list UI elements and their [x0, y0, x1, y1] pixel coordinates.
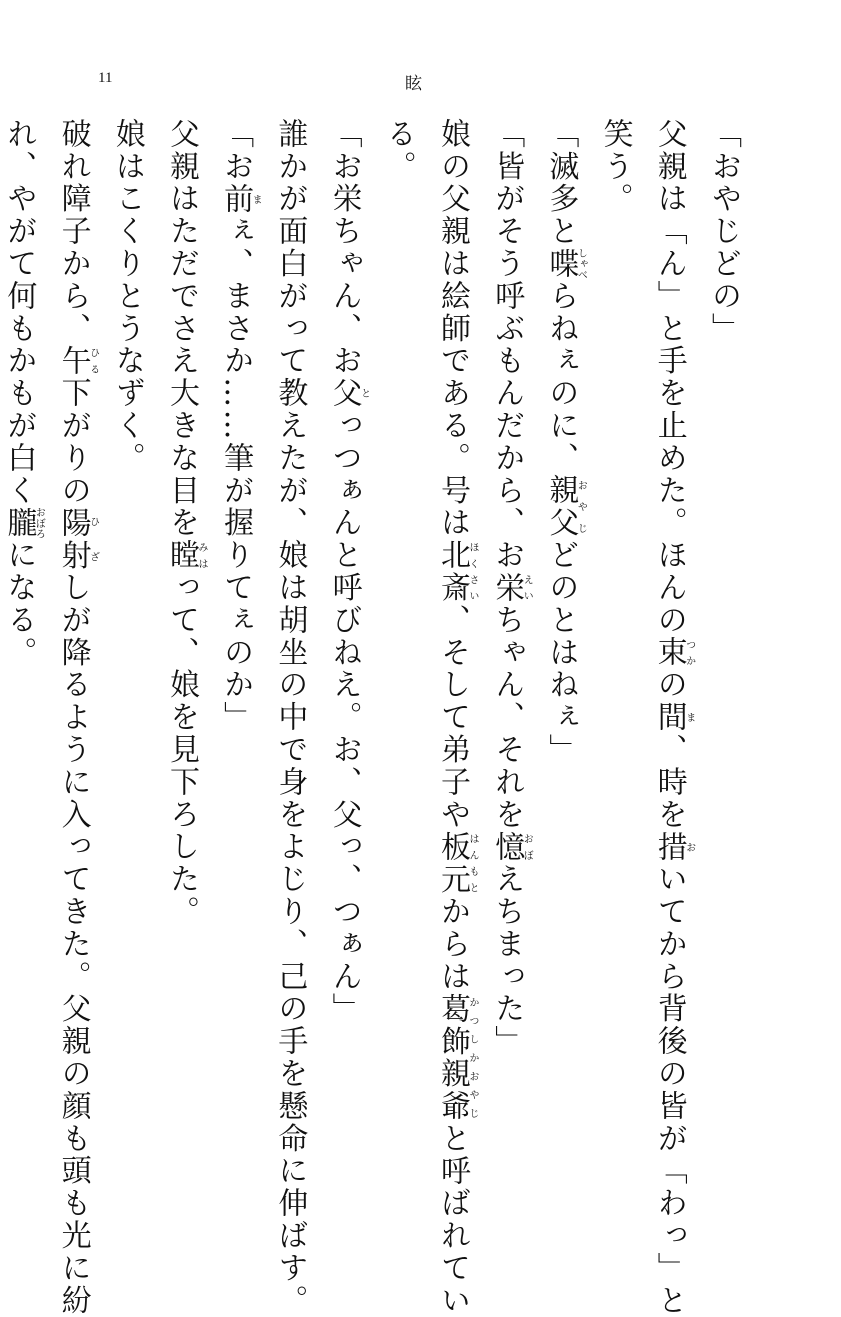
text-line-13: 破れ障子から、午ひる下がりの陽射ひざしが降るように入ってきた。父親の顔も頭も光に紛: [55, 118, 99, 1317]
ruby-hiru: ひる: [87, 344, 99, 378]
ruby-obo: おぼ: [521, 830, 533, 864]
ruby-hiza: ひざ: [87, 506, 99, 572]
ruby-ma2: ま: [250, 182, 262, 216]
text-line-14: れ、やがて何もかもが白く朧おぼろになる。: [1, 118, 45, 669]
text-line-12: 娘はこくりとうなずく。: [109, 118, 145, 475]
text-line-3: 笑う。: [597, 118, 633, 216]
text-line-11: 父親はただでさえ大きな目を瞠みはって、娘を見下ろした。: [163, 118, 207, 929]
text-line-4: 「滅多と喋しゃべらねぇのに、親父おやじどのとはねぇ」: [543, 118, 587, 767]
ruby-hanmoto: はんもと: [466, 830, 478, 896]
ruby-katsushika-oyaji: かつしかおやじ: [466, 992, 478, 1123]
ruby-to: と: [358, 377, 370, 410]
running-title: 眩: [405, 74, 422, 94]
text-line-6: 娘の父親は絵師である。号は北斎ほくさい、そして弟子や板元はんもとからは葛飾親爺かつしかおやじと呼ばれてい: [434, 118, 478, 1317]
ruby-miha: みは: [195, 539, 207, 572]
ruby-ma: ま: [683, 701, 695, 734]
ruby-o: お: [683, 830, 695, 864]
ruby-hokusai: ほくさい: [466, 539, 478, 604]
text-line-1: 「おやじどの」: [706, 118, 741, 345]
text-line-2: 父親は「ん」と手を止めた。ほんの束つかの間ま、時を措おいてから背後の皆が「わっ」と: [651, 118, 695, 1317]
ruby-oyaji: おやじ: [575, 474, 587, 540]
vertical-text-body: [1, 118, 750, 1317]
ruby-oboro: おぼろ: [33, 506, 45, 540]
text-line-5: 「皆がそう呼ぶもんだから、お栄えいちゃん、それを憶おぼえちまった」: [489, 118, 533, 1058]
ruby-shabe: しゃべ: [575, 247, 587, 280]
text-line-10: 「お前まぇ、まさか……筆が握りてぇのか」: [218, 118, 262, 734]
page-number: 11: [98, 70, 113, 86]
ruby-tsuka: つか: [683, 636, 695, 669]
ruby-ei: えい: [521, 571, 533, 604]
text-line-9: 誰かが面白がって教えたが、娘は胡坐の中で身をよじり、己の手を懸命に伸ばす。: [272, 118, 308, 1317]
text-line-7: る。: [380, 118, 416, 183]
text-line-8: 「お栄ちゃん、お父とっつぁんと呼びねえ。お、父っ、つぁん」: [326, 118, 370, 1026]
